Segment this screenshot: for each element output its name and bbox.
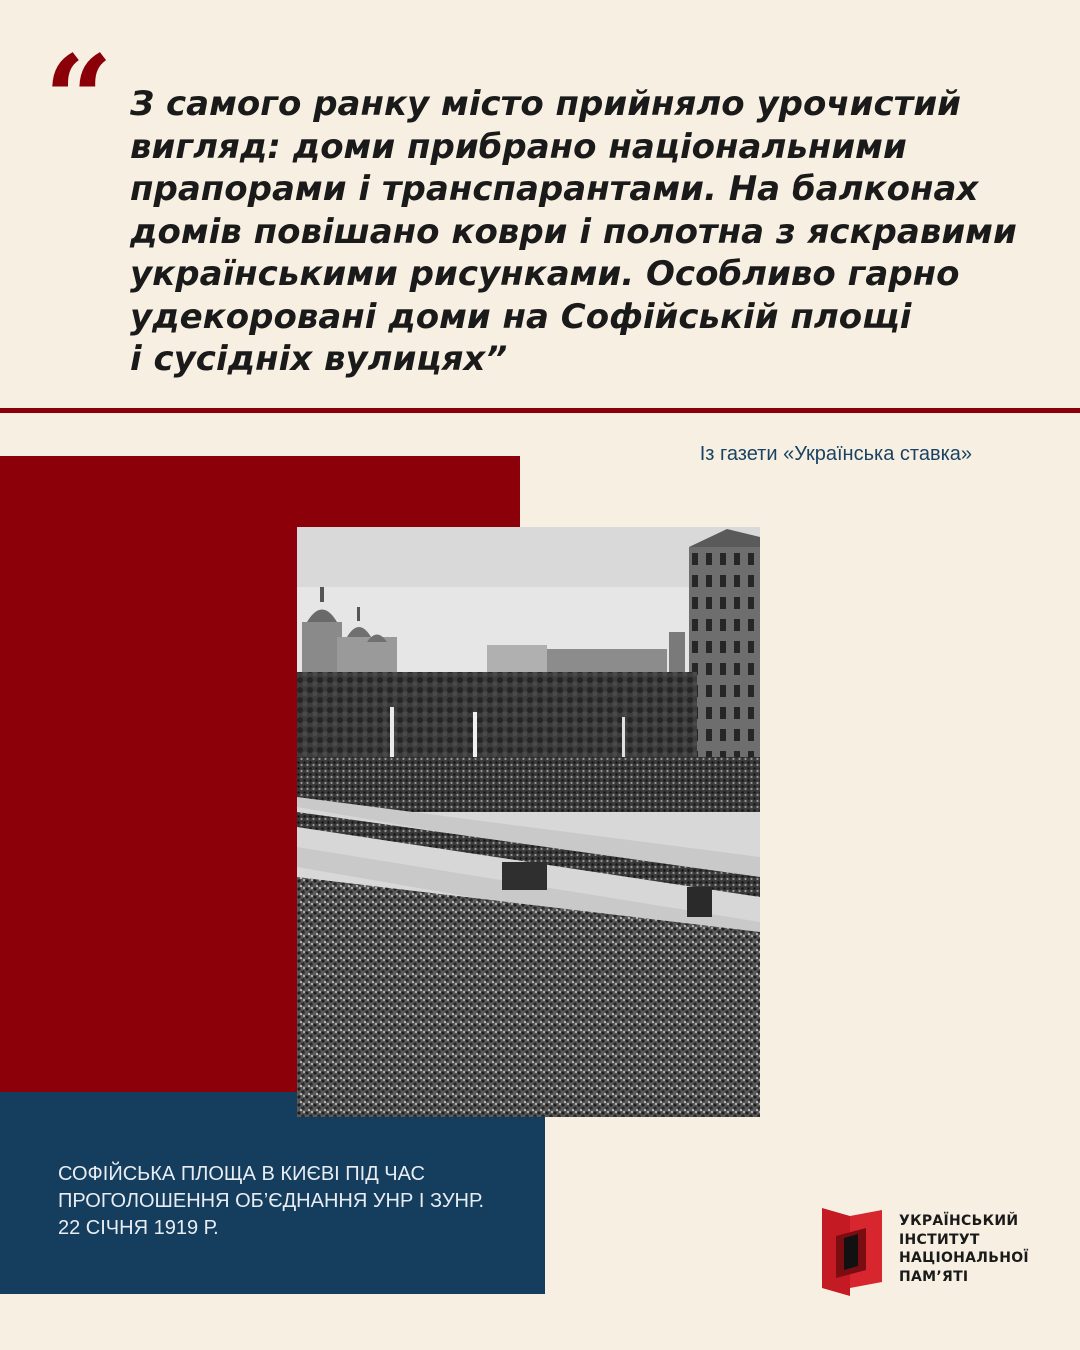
institute-flag-logo-icon (820, 1208, 884, 1296)
quote-open-icon: “ (44, 29, 114, 170)
quote-text: З самого ранку місто прийняло урочистий вигляд: доми прибрано національними прапорами і транспарантами. На балконах домів повішано коври і полотна з яскравими українськими рисунками. Особливо гарно удекоровані доми на Софійській площі і сусідніх вулицях” (130, 84, 1017, 379)
divider (0, 408, 1080, 413)
historical-photo-image (297, 527, 760, 1117)
photo-caption: СОФІЙСЬКА ПЛОЩА В КИЄВІ ПІД ЧАС ПРОГОЛОШЕННЯ ОБ’ЄДНАННЯ УНР І ЗУНР. 22 СІЧНЯ 1919 Р. (58, 1163, 485, 1239)
historical-photo (297, 527, 760, 1117)
institute-logo-text: УКРАЇНСЬКИЙ ІНСТИТУТ НАЦІОНАЛЬНОЇ ПАМ’ЯТІ (899, 1213, 1029, 1285)
source-attribution: Із газети «Українська ставка» (699, 443, 972, 465)
